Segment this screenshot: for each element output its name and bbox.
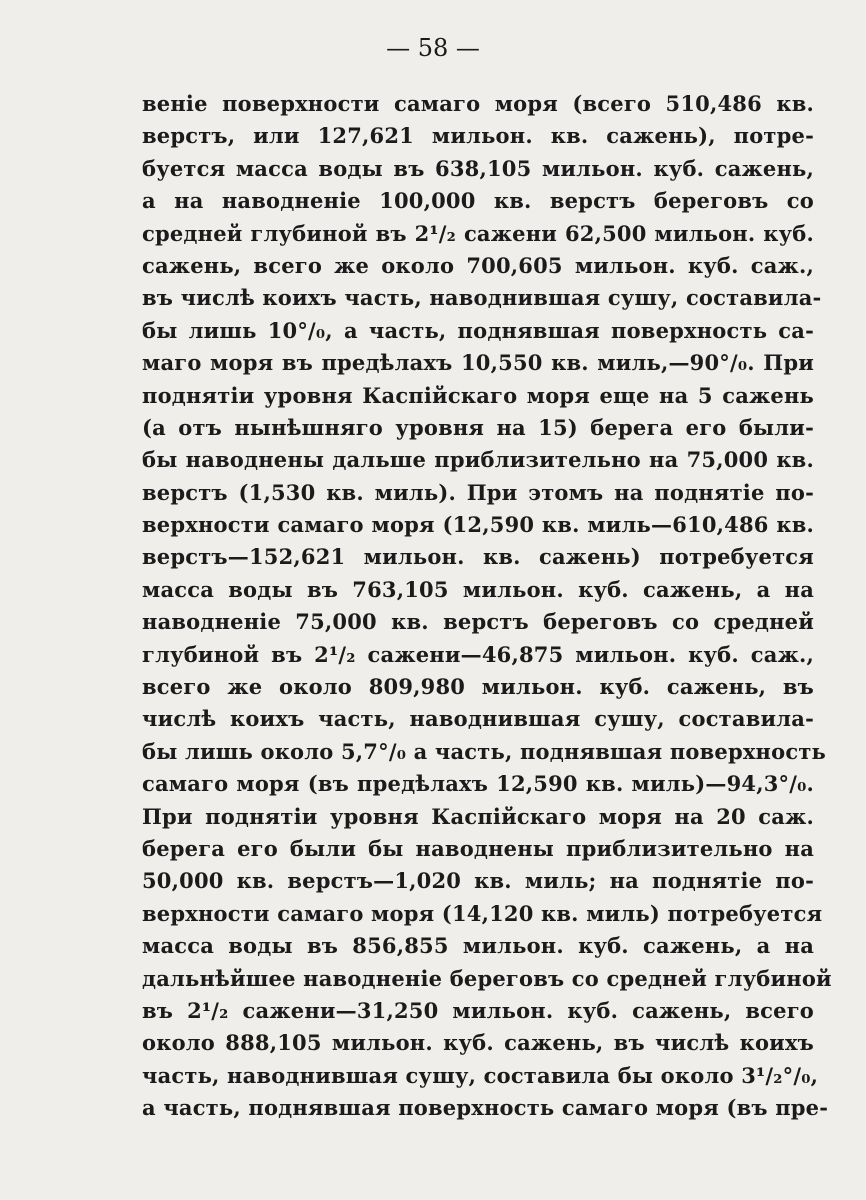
text-line: бы лишь 10°/₀, а часть, поднявшая поверхность са- (142, 317, 814, 343)
text-line: верстъ (1,530 кв. миль). При этомъ на поднятіе по- (142, 479, 814, 505)
text-line: числѣ коихъ часть, наводнившая сушу, составила- (142, 706, 814, 732)
text-line: всего же около 809,980 мильон. куб. сажень, въ (142, 674, 814, 700)
text-line: При поднятіи уровня Каспійскаго моря на 20 саж. (142, 803, 814, 829)
text-line: дальнѣйшее наводненіе береговъ со средней глубиной (142, 965, 832, 991)
text-line: а часть, поднявшая поверхность самаго моря (въ пре- (142, 1095, 829, 1121)
text-line: сажень, всего же около 700,605 мильон. куб. саж., (142, 252, 814, 278)
text-line: около 888,105 мильон. куб. сажень, въ числѣ коихъ (142, 1030, 814, 1056)
text-line: маго моря въ предѣлахъ 10,550 кв. миль,—90°/₀. При (142, 350, 814, 376)
text-line: глубиной въ 2¹/₂ сажени—46,875 мильон. куб. саж., (142, 641, 814, 667)
text-line: буется масса воды въ 638,105 мильон. куб. сажень, (142, 155, 814, 181)
text-line: веніе поверхности самаго моря (всего 510,486 кв. (142, 91, 814, 116)
text-line: верхности самаго моря (14,120 кв. миль) потребуется (142, 900, 823, 926)
text-line: масса воды въ 763,105 мильон. куб. сажень, а на (142, 576, 814, 602)
text-line: верстъ, или 127,621 мильон. кв. сажень), потре- (142, 123, 814, 149)
text-line: въ 2¹/₂ сажени—31,250 мильон. куб. сажень, всего (142, 997, 814, 1023)
text-line: верстъ—152,621 мильон. кв. сажень) потребуется (142, 544, 814, 570)
text-line: верхности самаго моря (12,590 кв. миль—610,486 кв. (142, 512, 814, 538)
text-line: а на наводненіе 100,000 кв. верстъ береговъ со (142, 188, 814, 214)
text-line: въ числѣ коихъ часть, наводнившая сушу, составила- (142, 285, 822, 311)
text-line: берега его были бы наводнены приблизительно на (142, 835, 814, 861)
text-line: бы лишь около 5,7°/₀ а часть, поднявшая поверхность (142, 738, 826, 764)
text-line: средней глубиной въ 2¹/₂ сажени 62,500 мильон. куб. (142, 220, 814, 246)
text-line: поднятіи уровня Каспійскаго моря еще на 5 сажень (142, 382, 814, 408)
text-line: часть, наводнившая сушу, составила бы около 3¹/₂°/₀, (142, 1062, 819, 1088)
text-line: 50,000 кв. верстъ—1,020 кв. миль; на поднятіе по- (142, 868, 814, 894)
text-line: бы наводнены дальше приблизительно на 75,000 кв. (142, 447, 814, 473)
text-line: (а отъ нынѣшняго уровня на 15) берега его были- (142, 414, 814, 440)
page-number: — 58 — (386, 34, 480, 62)
text-line: самаго моря (въ предѣлахъ 12,590 кв. миль)—94,3°/₀. (142, 771, 814, 797)
body-text (142, 88, 832, 1125)
text-line: масса воды въ 856,855 мильон. куб. сажень, а на (142, 933, 814, 959)
text-line: наводненіе 75,000 кв. верстъ береговъ со средней (142, 609, 814, 635)
